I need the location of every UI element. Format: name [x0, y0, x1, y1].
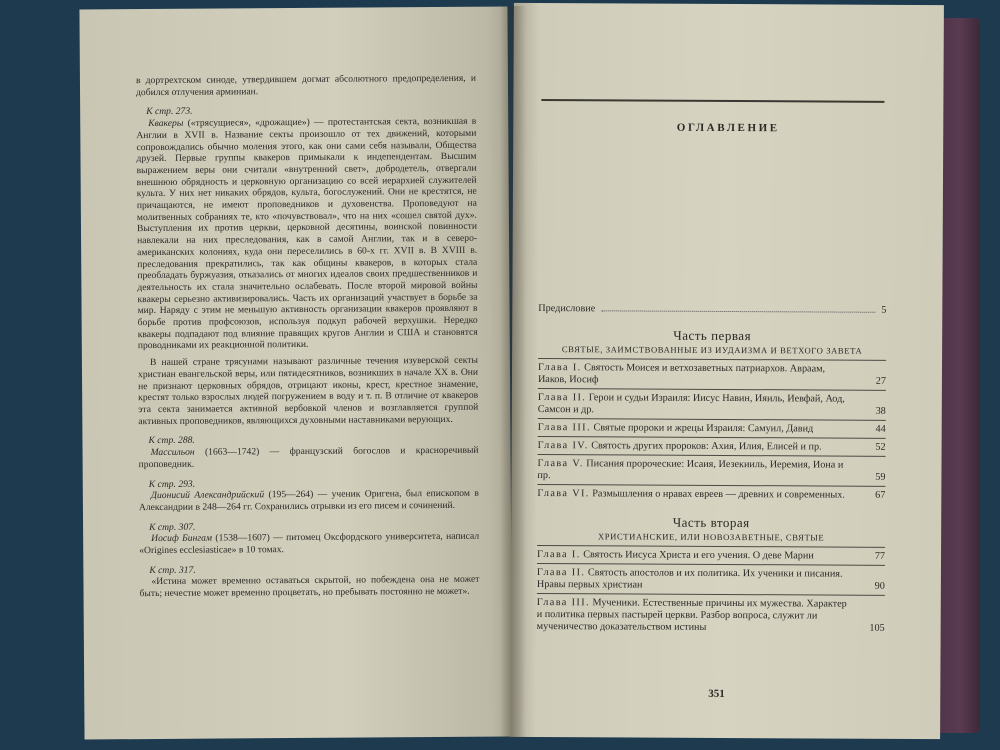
chapter-text: Святость других пророков: Ахия, Илия, Елисей и пр.: [591, 440, 822, 453]
toc-chapter-row: [537, 454, 885, 486]
chapter-title: [538, 422, 862, 436]
chapter-text: Святость Моисея и ветхозаветных патриархов. Авраам, Иаков, Иосиф: [537, 362, 826, 386]
bingham-paragraph: [139, 531, 479, 557]
chapter-label: Глава III.: [536, 597, 591, 609]
page-reference: К стр. 273.: [146, 106, 193, 118]
part2-chapter-list: [537, 545, 885, 637]
toc-chapter-row: [538, 418, 886, 438]
dionysius-paragraph: [139, 488, 479, 514]
right-page: [510, 3, 944, 739]
toc-title: ОГЛАВЛЕНИЕ: [676, 121, 780, 135]
chapter-page: 90: [874, 580, 885, 592]
toc-preface-row: [538, 303, 886, 317]
chapter-title: [537, 567, 861, 593]
chapter-title: [537, 488, 861, 502]
part-title: Часть первая: [673, 327, 752, 344]
part-title: Часть вторая: [672, 514, 750, 531]
chapter-label: Глава III.: [537, 422, 591, 434]
chapter-title: [537, 458, 861, 484]
chapter-page: 38: [875, 405, 886, 417]
page-reference: К стр. 317.: [149, 564, 196, 576]
chapter-label: Глава VI.: [537, 488, 590, 500]
page-reference: К стр. 307.: [149, 521, 196, 533]
quote-paragraph: «Истина может временно оставаться скрытой, но побеждена она не может быть; нечестие может временно процветать, но пребывать постоянно не может».: [139, 574, 480, 600]
book-spine-shadow: [500, 6, 526, 738]
chapter-page: 105: [869, 622, 885, 634]
chapter-title: [537, 549, 861, 563]
chapter-title: [538, 440, 862, 454]
chapter-page: 44: [875, 423, 886, 435]
term-dionysius: Дионисий Александрийский: [150, 489, 265, 502]
left-page-text: [136, 73, 480, 600]
toc-chapter-row: [538, 388, 886, 420]
preface-page: 5: [881, 304, 887, 316]
toc-chapter-row: [537, 563, 885, 595]
quakers-paragraph: [136, 116, 478, 352]
quakers-text: («трясущиеся», «дрожащие») — протестантская секта, возникшая в Англии в XVII в. Название секты произошло от тех движений, которыми сопровождались обычно моления этого, как они сами себя называли, Общества друзей. Первые группы квакеров примыкали к индепендентам. Высшим выражением веры они считали «внутренний свет», добродетель, отвергали внешнюю обрядность и церковную организацию со всей иерархией служителей культа. У них нет никаких обрядов, культа, богослужений. Они не крестятся, не причащаются, не имеют проповедников и духовенства. Проповедуют на молитвенных собраниях те, кто «почувствовал», что на них «сошел святой дух». Выступления их против церкви, церковной десятины, воинской повинности навлекали на них преследования, как в самой Англии, так и в северо-американских колониях, куда они переселились в 60-х гг. XVII в. В XVIII в. преследования прекратились, так как общины квакеров, в которых стала преобладать буржуазия, отказались от многих идеалов своих предшественников и деятельность их стала значительно ослабевать. После второй мировой войны квакеры серьезно активизировались. Часть их организаций участвует в борьбе за мир. Наряду с этим не меньшую активность организации квакеров проявляют в борьбе против профсоюзов, используя подкуп рабочей верхушки. Нередко квакеры подпадают под влияние правящих кругов Англии и США и становятся проводниками их реакционной политики.: [136, 115, 478, 352]
bingham-text: (1538—1607) — питомец Оксфордского университета, написал «Origines ecclesiasticae» в 10 томах.: [139, 531, 480, 557]
massillon-text: (1663—1742) — французский богослов и красноречивый проповедник.: [138, 444, 479, 470]
dionysius-text: (195—264) — ученик Оригена, был епископом в Александрии в 248—264 гг. Сохранились отрывки из его писем и сочинений.: [138, 487, 479, 514]
chapter-text: Святые пророки и жрецы Израиля: Самуил, Давид: [593, 422, 814, 435]
chapter-text: Размышления о нравах евреев — древних и современных.: [592, 488, 845, 501]
page-number: 351: [708, 687, 725, 700]
page-reference: К стр. 293.: [148, 478, 196, 490]
chapter-page: 77: [874, 550, 886, 562]
chapter-label: Глава IV.: [537, 440, 589, 452]
toc-chapter-row: [538, 358, 886, 390]
chapter-text: Святость апостолов и их политика. Их ученики и писания. Нравы первых христиан: [536, 567, 843, 591]
chapter-title: [538, 362, 862, 388]
chapter-text: Мученики. Естественные причины их мужества. Характер и политика первых пастырей церкви. Разбор вопроса, служит ли мученичество доказательством истины: [536, 597, 847, 633]
toc-chapter-row: [537, 545, 885, 565]
chapter-page: 27: [875, 375, 886, 387]
part-subtitle: ХРИСТИАНСКИЕ, ИЛИ НОВОЗАВЕТНЫЕ, СВЯТЫЕ: [597, 531, 825, 543]
part1-chapter-list: [537, 358, 886, 504]
term-massillon: Массильон: [150, 446, 195, 459]
chapter-title: [538, 392, 862, 418]
chapter-page: 52: [875, 441, 886, 453]
page-reference: К стр. 288.: [148, 435, 195, 447]
chapter-page: 67: [875, 489, 886, 501]
chapter-label: Глава II.: [536, 567, 586, 579]
tryasuny-paragraph: В нашей стране трясунами называют различные течения изуверской секты христиан евангельской веры, или пятидесятников, возникших в начале XX в. Они не признают церковных обрядов, отрицают иконы, крест, крестное знамение, крестят только взрослых людей погружением в воду и т. п. В отличие от квакеров эта секта занимается активной вербовкой членов и возглавляется группой активных проповедников, являющихся духовными наставниками верующих.: [137, 354, 479, 427]
chapter-label: Глава II.: [537, 392, 587, 404]
part-subtitle: СВЯТЫЕ, ЗАИМСТВОВАННЫЕ ИЗ ИУДАИЗМА И ВЕТХОГО ЗАВЕТА: [561, 344, 863, 356]
intro-paragraph: в дортрехтском синоде, утвердившем догмат абсолютного предопределения, и добился отлучения арминиан.: [135, 72, 476, 98]
massillon-paragraph: [139, 445, 479, 471]
term-quakers: Квакеры: [148, 117, 184, 130]
toc-chapter-row: [537, 593, 885, 637]
chapter-page: 59: [875, 471, 886, 483]
chapter-text: Писания пророческие: Исаия, Иезекииль, Иеремия, Иона и пр.: [537, 458, 844, 482]
chapter-text: Герои и судьи Израиля: Иисус Навин, Ияиль, Иевфай, Аод, Самсон и др.: [537, 392, 845, 416]
chapter-label: Глава I.: [537, 549, 581, 561]
toc-chapter-row: [537, 484, 885, 504]
chapter-label: Глава V.: [537, 458, 584, 470]
left-page: [79, 7, 512, 740]
header-rule: [541, 99, 884, 103]
chapter-text: Святость Иисуса Христа и его учения. О деве Марии: [583, 549, 814, 562]
preface-label: Предисловие: [538, 303, 596, 315]
chapter-title: [537, 597, 861, 635]
toc-chapter-row: [538, 436, 886, 456]
term-bingham: Иосиф Бингам: [151, 532, 213, 545]
dot-leader: [601, 310, 875, 312]
chapter-label: Глава I.: [537, 362, 582, 374]
table-of-contents: [537, 291, 887, 637]
